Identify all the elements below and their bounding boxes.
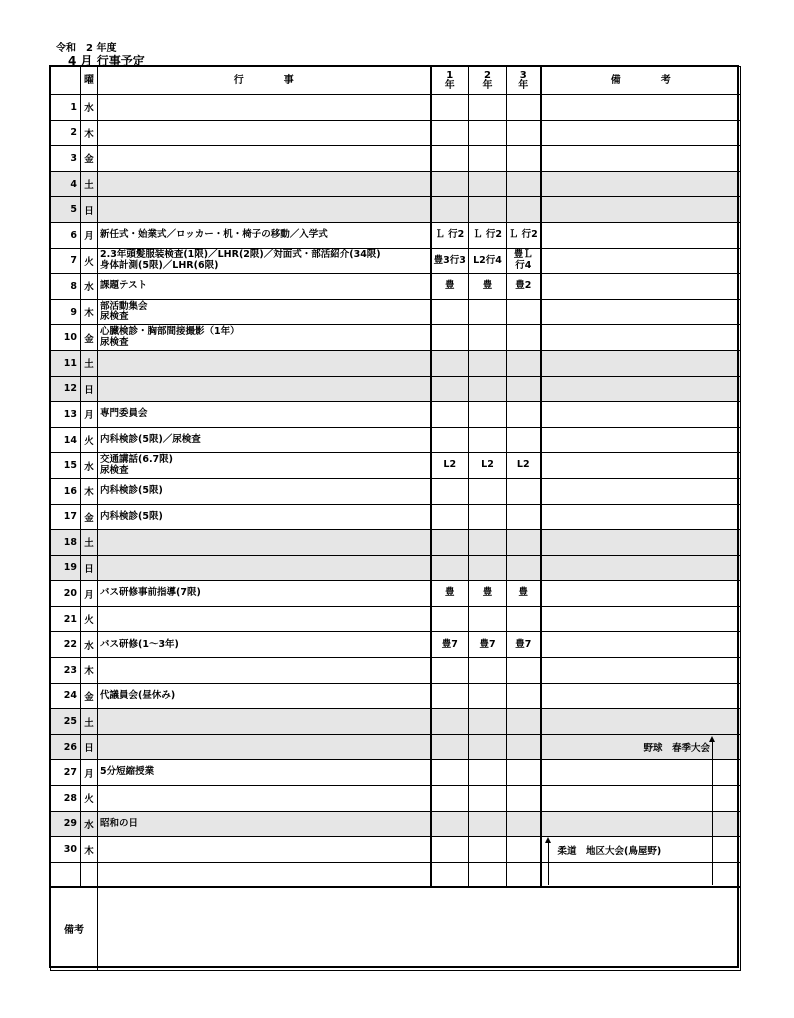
day-of-week: 木 [81,658,98,684]
event-cell [98,325,431,351]
table-row [51,453,741,479]
day-number: 25 [51,709,81,735]
grade-3-cell [507,734,541,760]
grade-1-cell [431,555,469,581]
table-row [51,632,741,658]
day-of-week: 木 [81,478,98,504]
grade-3-line-1: Ｌ 行2 [508,229,538,241]
day-of-week: 月 [81,581,98,607]
grade-2-cell [469,837,507,863]
grade-1-cell [431,734,469,760]
grade-3-cell [507,632,541,658]
day-of-week: 木 [81,120,98,146]
grade-1-cell [431,299,469,325]
remarks-cell [541,530,741,556]
day-number: 12 [51,376,81,402]
grade-2-cell: 豊7 [469,632,507,658]
table-row [51,376,741,402]
event-cell [98,555,431,581]
event-cell [98,504,431,530]
event-line-1: 2.3年頭髪服装検査(1限)／LHR(2限)／対面式・部活紹介(34限) [100,249,381,261]
event-cell [98,248,431,274]
day-number: 5 [51,197,81,223]
grade-2-cell: L2行4 [469,248,507,274]
event-line-1: 心臓検診・胸部間接撮影（1年） [100,326,240,338]
remarks-cell [541,299,741,325]
grade-3-line-1: L2 [516,459,530,471]
remarks-cell: 柔道 地区大会(鳥屋野) [541,837,741,863]
baseball-period-arrow [712,741,713,885]
day-number: 26 [51,734,81,760]
event-cell [98,478,431,504]
remarks-cell [541,453,741,479]
day-of-week: 月 [81,760,98,786]
grade-3-cell [507,427,541,453]
grade-2-cell [469,171,507,197]
judo-period-arrow [548,842,549,885]
grade-3-line-1: 豊2 [515,280,532,292]
remarks-cell [541,632,741,658]
grade-3-cell [507,95,541,121]
event-cell [98,606,431,632]
day-of-week: 月 [81,222,98,248]
remarks-cell [541,478,741,504]
grade-2-cell [469,811,507,837]
day-number: 16 [51,478,81,504]
grade-2-cell [469,120,507,146]
day-number: 3 [51,146,81,172]
grade-1-cell [431,709,469,735]
grade-2-cell [469,786,507,812]
day-number: 14 [51,427,81,453]
table-row [51,581,741,607]
grade-3-cell [507,811,541,837]
day-number: 17 [51,504,81,530]
event-line-1: 専門委員会 [100,408,148,420]
grade-3-cell [507,325,541,351]
event-line-1: バス研修事前指導(7限) [100,587,201,599]
remarks-cell [541,222,741,248]
event-cell [98,95,431,121]
day-number: 21 [51,606,81,632]
table-row [51,760,741,786]
day-number: 22 [51,632,81,658]
event-cell [98,376,431,402]
grade-1-cell: 豊 [431,581,469,607]
day-number: 27 [51,760,81,786]
event-cell [98,427,431,453]
grade-2-cell: 豊 [469,581,507,607]
day-number: 8 [51,274,81,300]
remarks-cell [541,683,741,709]
blank-cell [98,862,431,888]
grade-3-cell [507,453,541,479]
table-row [51,350,741,376]
grade-2-cell: Ｌ 行2 [469,222,507,248]
day-of-week: 日 [81,734,98,760]
grade-2-cell [469,530,507,556]
table-row [51,146,741,172]
blank-cell [431,862,469,888]
event-cell [98,402,431,428]
remarks-cell [541,402,741,428]
grade-3-line-1: 豊Ｌ [513,249,533,261]
grade-3-cell [507,146,541,172]
day-of-week: 日 [81,197,98,223]
remarks-label: 備考 [51,887,98,971]
grade-3-line-1: 豊 [518,587,528,599]
remarks-cell: 野球 春季大会 [541,734,741,760]
day-of-week: 月 [81,402,98,428]
blank-cell [469,862,507,888]
event-cell [98,197,431,223]
event-cell [98,709,431,735]
grade-2-cell [469,146,507,172]
event-line-2: 尿検査 [100,464,129,476]
remarks-cell [541,120,741,146]
day-number: 18 [51,530,81,556]
table-row [51,248,741,274]
day-number: 2 [51,120,81,146]
grade-2-cell [469,709,507,735]
event-cell [98,350,431,376]
grade-2-cell [469,427,507,453]
event-line-1: 内科検診(5限) [100,484,163,496]
grade-3-cell [507,171,541,197]
remarks-cell [541,274,741,300]
day-of-week: 水 [81,453,98,479]
day-number: 13 [51,402,81,428]
day-number: 11 [51,350,81,376]
header-event: 行 事 [98,67,431,95]
day-of-week: 火 [81,786,98,812]
remarks-text [98,887,741,971]
event-cell [98,299,431,325]
table-row [51,325,741,351]
grade-1-cell: 豊7 [431,632,469,658]
grade-2-cell [469,197,507,223]
day-number: 24 [51,683,81,709]
grade-1-cell [431,658,469,684]
remarks-cell [541,248,741,274]
day-number: 20 [51,581,81,607]
event-line-1: 昭和の日 [100,817,139,829]
table-row [51,478,741,504]
table-row [51,299,741,325]
table-row [51,811,741,837]
grade-1-cell [431,402,469,428]
grade-2-cell [469,95,507,121]
event-cell [98,120,431,146]
grade-3-cell [507,274,541,300]
day-of-week: 金 [81,146,98,172]
event-cell [98,683,431,709]
table-row [51,709,741,735]
table-row [51,95,741,121]
event-cell [98,530,431,556]
grade-2-cell [469,760,507,786]
day-of-week: 火 [81,248,98,274]
remarks-cell [541,709,741,735]
blank-cell [51,862,81,888]
grade-2-cell [469,504,507,530]
grade-3-cell [507,504,541,530]
header-day [51,67,81,95]
grade-1-cell [431,95,469,121]
grade-1-cell [431,811,469,837]
event-cell [98,274,431,300]
remarks-cell [541,376,741,402]
event-line-1: 内科検診(5限)／尿検査 [100,433,201,445]
day-of-week: 木 [81,837,98,863]
event-line-2: 身体計測(5限)／LHR(6限) [100,259,219,271]
grade-3-cell [507,197,541,223]
grade-3-cell [507,299,541,325]
day-of-week: 火 [81,606,98,632]
grade-1-cell [431,197,469,223]
event-cell [98,811,431,837]
grade-1-cell [431,427,469,453]
grade-2-cell: 豊 [469,274,507,300]
day-of-week: 水 [81,95,98,121]
remarks-cell [541,786,741,812]
event-cell [98,146,431,172]
grade-3-cell [507,555,541,581]
grade-2-cell [469,555,507,581]
grade-3-cell [507,478,541,504]
table-header-row [51,67,741,95]
grade-1-cell [431,478,469,504]
grade-2-cell [469,606,507,632]
grade-2-cell [469,299,507,325]
grade-2-cell [469,478,507,504]
page-title: 4 月 行事予定 [68,54,145,68]
day-of-week: 火 [81,427,98,453]
day-number: 30 [51,837,81,863]
grade-3-cell [507,120,541,146]
day-of-week: 金 [81,325,98,351]
table-row [51,274,741,300]
event-line-1: 課題テスト [100,280,148,292]
day-of-week: 日 [81,376,98,402]
day-number: 28 [51,786,81,812]
day-of-week: 土 [81,171,98,197]
grade-2-cell [469,658,507,684]
fiscal-year-label: 令和 2 年度 [56,43,117,54]
header-grade-2: 2 年 [469,67,507,95]
event-cell [98,658,431,684]
grade-3-cell [507,683,541,709]
grade-1-cell [431,120,469,146]
remarks-cell [541,555,741,581]
table-row [51,427,741,453]
grade-1-cell [431,786,469,812]
day-of-week: 水 [81,274,98,300]
event-line-1: 部活動集会 [100,300,148,312]
grade-1-cell [431,325,469,351]
grade-1-cell [431,837,469,863]
remarks-cell [541,325,741,351]
blank-cell [507,862,541,888]
event-line-1: 新任式・始業式／ロッカー・机・椅子の移動／入学式 [100,229,328,241]
grade-2-cell [469,325,507,351]
event-cell [98,760,431,786]
day-number: 15 [51,453,81,479]
grade-3-cell [507,658,541,684]
grade-3-cell [507,760,541,786]
grade-3-line-1: 豊7 [515,638,532,650]
table-row [51,504,741,530]
grade-1-cell [431,146,469,172]
remarks-cell [541,171,741,197]
grade-1-cell [431,376,469,402]
grade-2-cell [469,350,507,376]
table-row [51,171,741,197]
table-row [51,197,741,223]
header-grade-1: 1 年 [431,67,469,95]
day-of-week: 日 [81,555,98,581]
table-row [51,658,741,684]
grade-3-cell [507,786,541,812]
event-line-1: 交通講話(6.7限) [100,454,174,466]
remarks-table [50,886,741,971]
remarks-cell [541,504,741,530]
grade-3-cell [507,376,541,402]
event-cell [98,786,431,812]
table-row [51,837,741,863]
table-row [51,786,741,812]
day-number: 7 [51,248,81,274]
day-of-week: 水 [81,632,98,658]
remarks-cell [541,95,741,121]
day-number: 10 [51,325,81,351]
day-of-week: 金 [81,683,98,709]
schedule-table [50,66,741,888]
table-row [51,120,741,146]
grade-2-cell [469,402,507,428]
day-of-week: 金 [81,504,98,530]
grade-1-cell: Ｌ 行2 [431,222,469,248]
table-row [51,555,741,581]
grade-2-cell [469,683,507,709]
remarks-cell [541,350,741,376]
remarks-cell [541,197,741,223]
grade-1-cell [431,606,469,632]
remarks-cell [541,146,741,172]
event-cell [98,837,431,863]
table-row [51,222,741,248]
table-row [51,683,741,709]
header-dow: 曜 [81,67,98,95]
grade-3-cell [507,402,541,428]
day-of-week: 木 [81,299,98,325]
table-row [51,606,741,632]
header-remarks: 備 考 [541,67,741,95]
event-line-1: 5分短縮授業 [100,766,155,778]
day-number: 29 [51,811,81,837]
grade-1-cell [431,760,469,786]
grade-2-cell [469,734,507,760]
grade-3-cell [507,530,541,556]
day-of-week: 水 [81,811,98,837]
grade-2-cell: L2 [469,453,507,479]
event-cell [98,222,431,248]
remarks-cell [541,606,741,632]
grade-1-cell [431,171,469,197]
grade-1-cell [431,683,469,709]
day-number: 19 [51,555,81,581]
grade-1-cell: 豊 [431,274,469,300]
day-number: 23 [51,658,81,684]
remarks-cell [541,427,741,453]
grade-3-cell [507,222,541,248]
table-row [51,402,741,428]
grade-1-cell [431,504,469,530]
blank-cell [541,862,741,888]
event-line-1: 内科検診(5限) [100,510,163,522]
day-number: 9 [51,299,81,325]
table-row [51,734,741,760]
day-number: 6 [51,222,81,248]
event-cell [98,171,431,197]
grade-3-cell [507,350,541,376]
day-number: 4 [51,171,81,197]
grade-3-cell [507,837,541,863]
grade-3-cell [507,709,541,735]
event-cell [98,581,431,607]
day-number: 1 [51,95,81,121]
remarks-cell [541,811,741,837]
table-row [51,530,741,556]
grade-2-cell [469,376,507,402]
grade-3-line-2: 行4 [515,259,532,271]
event-line-2: 尿検査 [100,336,129,348]
event-line-2: 尿検査 [100,311,129,323]
event-line-1: 代議員会(昼休み) [100,689,176,701]
blank-row [51,862,741,888]
grade-1-cell: 豊3行3 [431,248,469,274]
grade-1-cell: L2 [431,453,469,479]
grade-1-cell [431,530,469,556]
grade-3-cell [507,606,541,632]
event-cell [98,632,431,658]
day-of-week: 土 [81,709,98,735]
grade-3-cell [507,248,541,274]
blank-cell [81,862,98,888]
header-grade-3: 3 年 [507,67,541,95]
grade-3-cell [507,581,541,607]
event-cell [98,734,431,760]
event-cell [98,453,431,479]
event-line-1: バス研修(1～3年) [100,638,179,650]
remarks-cell [541,760,741,786]
grade-1-cell [431,350,469,376]
remarks-cell [541,658,741,684]
day-of-week: 土 [81,530,98,556]
remarks-cell [541,581,741,607]
day-of-week: 土 [81,350,98,376]
